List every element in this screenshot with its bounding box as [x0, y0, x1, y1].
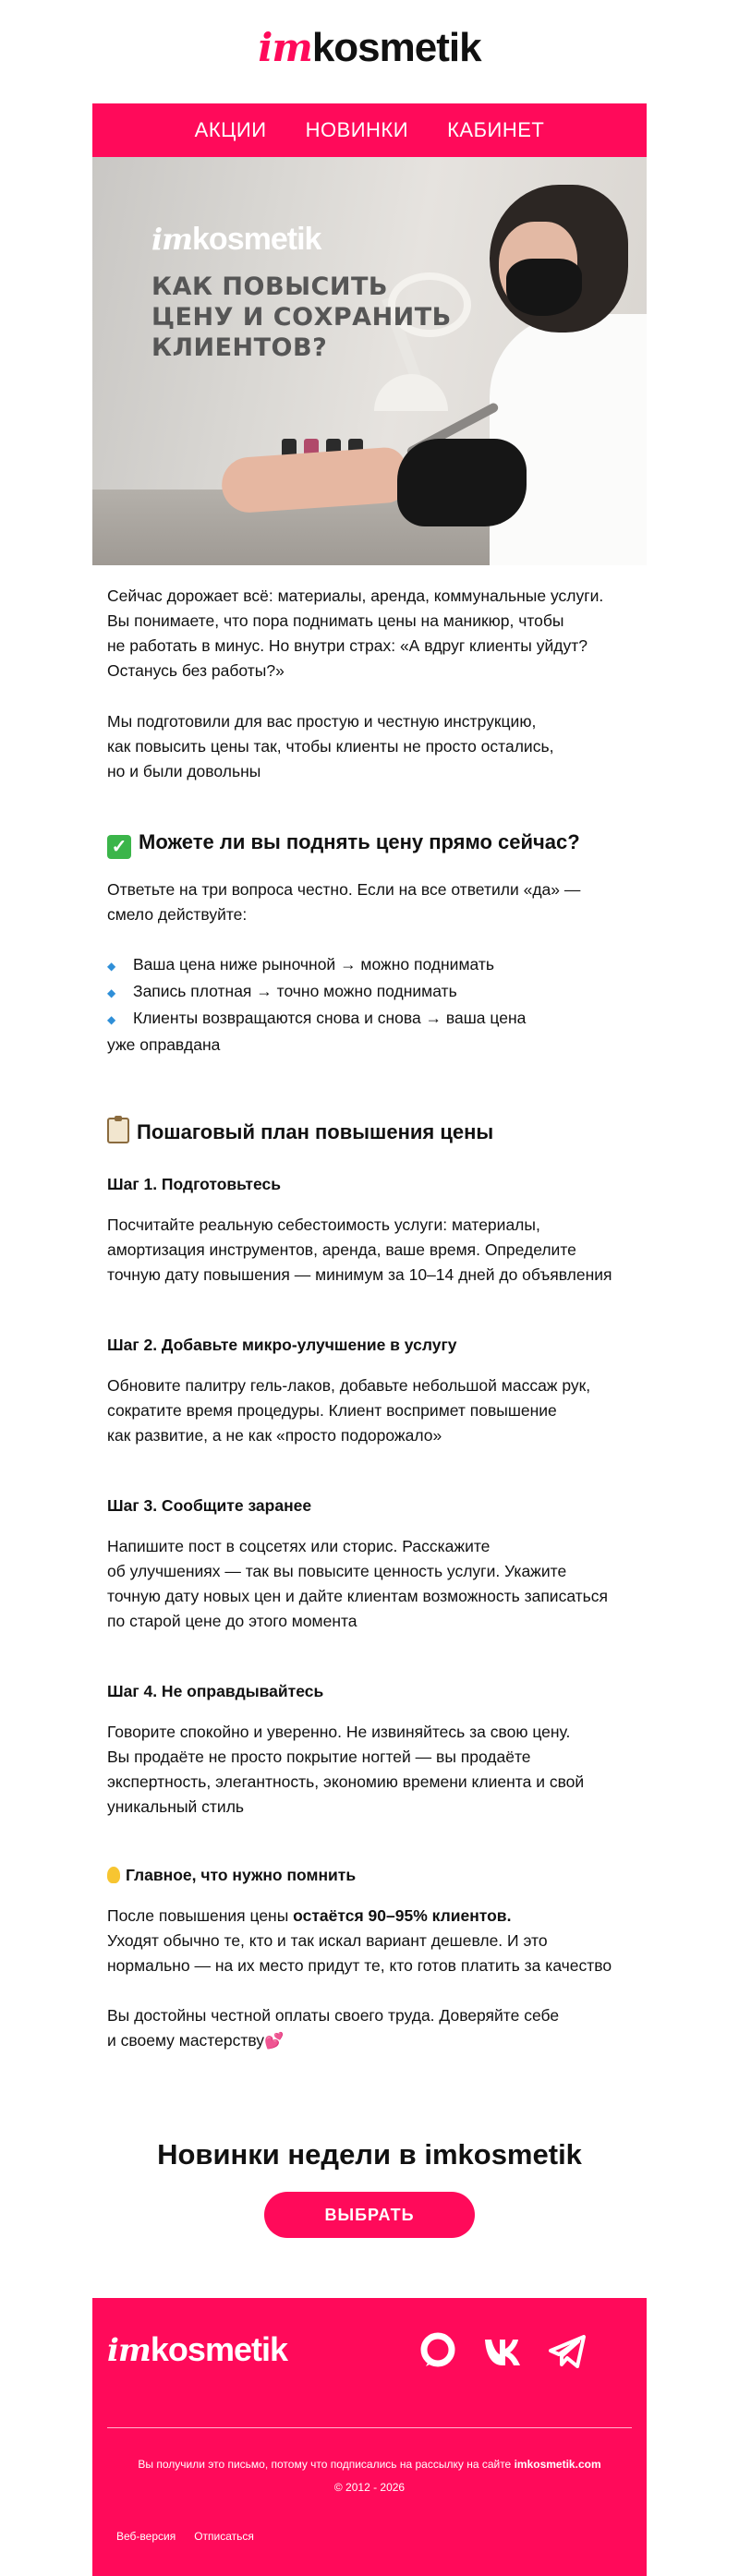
telegram-icon[interactable] [547, 2331, 588, 2372]
list-item: ◆ Клиенты возвращаются снова и снова → ваша цена [107, 1006, 643, 1033]
brand-logo: imkosmetik [258, 25, 481, 70]
light-bulb-icon [107, 1867, 120, 1883]
footer-links [116, 2530, 254, 2543]
check-mark-icon: ✓ [107, 835, 131, 859]
web-version-link[interactable]: Веб-версия [116, 2530, 176, 2543]
subscription-note: Вы получили это письмо, потому что подписались на рассылку на сайте imkosmetik.com [138, 2458, 601, 2471]
step-text: Посчитайте реальную себестоимость услуги: материалы, амортизация инструментов, аренда, ваше время. Определите точную дату повышения — минимум за 10–14 дней до объявления [107, 1215, 612, 1284]
footer-logo[interactable]: imkosmetik [107, 2330, 287, 2369]
section1-intro: Ответьте на три вопроса честно. Если на все ответили «да» — смело действуйте: [107, 880, 581, 924]
closing-paragraph: Вы достойны честной оплаты своего труда. Доверяйте себе и своему мастерству💕 [107, 2006, 560, 2050]
clipboard-icon [107, 1118, 129, 1143]
site-link[interactable]: imkosmetik.com [514, 2458, 601, 2471]
gloved-hand-illustration [397, 439, 527, 526]
diamond-bullet-icon: ◆ [107, 960, 116, 973]
master-coat-illustration [490, 314, 647, 565]
hearts-icon: 💕 [264, 2032, 285, 2050]
novelties-title: Новинки недели в imkosmetik [157, 2138, 582, 2171]
vk-icon[interactable] [482, 2331, 523, 2372]
header-logo[interactable] [0, 25, 739, 70]
step-title: Шаг 3. Сообщите заранее [107, 1496, 312, 1515]
diamond-bullet-icon: ◆ [107, 1013, 116, 1026]
step-title: Шаг 4. Не оправдывайтесь [107, 1682, 324, 1700]
main-nav [92, 103, 647, 157]
ok-icon[interactable] [418, 2331, 458, 2372]
section-heading-check: ✓ Можете ли вы поднять цену прямо сейчас? [107, 829, 643, 859]
choose-button[interactable]: ВЫБРАТЬ [264, 2192, 475, 2238]
section-heading-remember: Главное, что нужно помнить [107, 1864, 643, 1886]
hero-title: КАК ПОВЫСИТЬ ЦЕНУ И СОХРАНИТЬ КЛИЕНТОВ? [151, 272, 452, 362]
section-heading-plan: Пошаговый план повышения цены [107, 1118, 643, 1145]
step-text: Обновите палитру гель-лаков, добавьте небольшой массаж рук, сократите время процедуры. Клиент воспримет повышение как развитие, а не как «просто подорожало» [107, 1376, 591, 1445]
list-item: ◆ Ваша цена ниже рыночной → можно поднимать [107, 952, 643, 979]
nav-cabinet[interactable]: КАБИНЕТ [447, 118, 545, 141]
footer [92, 2298, 647, 2576]
nav-promotions[interactable]: АКЦИИ [194, 118, 267, 141]
list-item: ◆ Запись плотная → точно можно поднимать [107, 979, 643, 1006]
diamond-bullet-icon: ◆ [107, 986, 116, 999]
intro-paragraph-2: Мы подготовили для вас простую и честную инструкцию, как повысить цены так, чтобы клиенты не просто остались, но и были довольны [107, 712, 554, 780]
remember-paragraph: После повышения цены остаётся 90–95% клиентов. Уходят обычно те, кто и так искал вариант дешевле. И это нормально — на их место придут те, кто готов платить за качество [107, 1906, 612, 1975]
step-text: Напишите пост в соцсетях или сторис. Расскажите об улучшениях — так вы повысите ценность услуги. Укажите точную дату новых цен и дайте клиентам возможность записаться по старой цене до этого момента [107, 1537, 609, 1630]
intro-paragraph: Сейчас дорожает всё: материалы, аренда, коммунальные услуги. Вы понимаете, что пора поднимать цены на маникюр, чтобы не работать в минус. Но внутри страх: «А вдруг клиенты уйдут? Останусь без работы?» [107, 587, 604, 680]
footer-divider [107, 2427, 632, 2428]
hero-logo: imkosmetik [151, 222, 321, 257]
nav-novelties[interactable]: НОВИНКИ [305, 118, 409, 141]
step-text: Говорите спокойно и уверенно. Не извиняйтесь за свою цену. Вы продаёте не просто покрытие ногтей — вы продаёте экспертность, элегантность, экономию времени клиента и свой уникальный стиль [107, 1723, 585, 1816]
lamp-base-illustration [374, 374, 448, 411]
section1-bullets: ◆ Ваша цена ниже рыночной → можно поднимать ◆ Запись плотная → точно можно поднимать ◆ Клиенты возвращаются снова и снова → ваша цена уже оправдана [107, 952, 643, 1058]
face-mask-illustration [506, 259, 582, 316]
hero-banner[interactable] [92, 157, 647, 565]
unsubscribe-link[interactable]: Отписаться [194, 2530, 254, 2543]
copyright: © 2012 - 2026 [333, 2481, 406, 2494]
step-title: Шаг 2. Добавьте микро-улучшение в услугу [107, 1336, 457, 1354]
step-title: Шаг 1. Подготовьтесь [107, 1175, 281, 1193]
